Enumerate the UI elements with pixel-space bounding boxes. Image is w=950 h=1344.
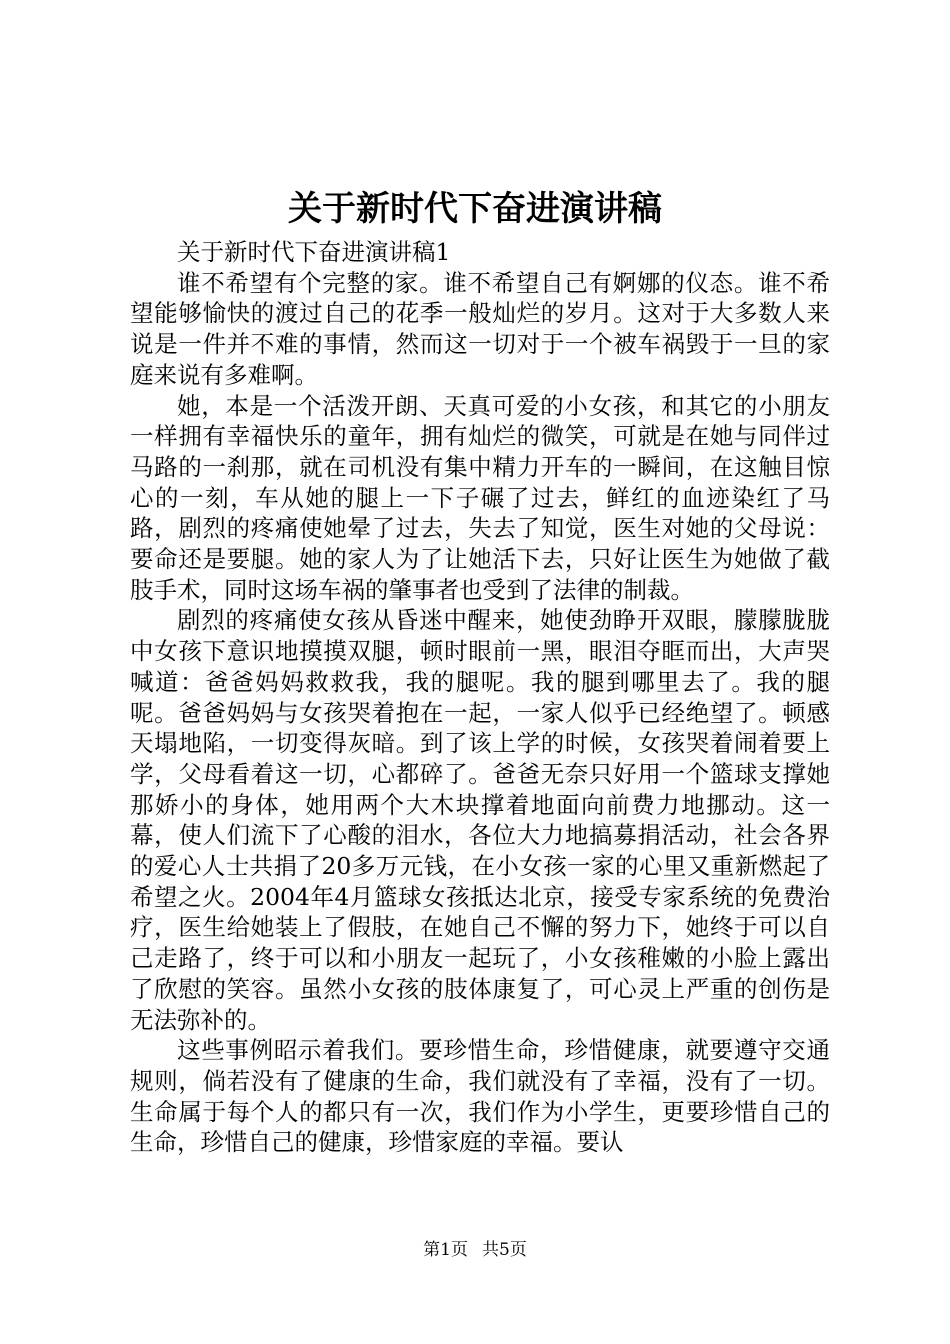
document-title: 关于新时代下奋进演讲稿 — [288, 189, 662, 229]
page-total: 共5页 — [482, 1240, 527, 1260]
section-heading: 关于新时代下奋进演讲稿1 — [177, 238, 451, 266]
paragraph-4: 这些事例昭示着我们。要珍惜生命，珍惜健康，就要遵守交通规则，倘若没有了健康的生命，我们就没有了幸福，没有了一切。生命属于每个人的都只有一次，我们作为小学生，更要珍惜自己的生命，珍惜自己的健康，珍惜家庭的幸福。要认 — [130, 1036, 830, 1157]
document-body — [130, 237, 830, 1158]
paragraph-2: 她，本是一个活泼开朗、天真可爱的小女孩，和其它的小朋友一样拥有幸福快乐的童年，拥有灿烂的微笑，可就是在她与同伴过马路的一刹那，就在司机没有集中精力开车的一瞬间，在这触目惊心的一刻，车从她的腿上一下子碾了过去，鲜红的血迹染红了马路，剧烈的疼痛使她晕了过去，失去了知觉，医生对她的父母说：要命还是要腿。她的家人为了让她活下去，只好让医生为她做了截肢手术，同时这场车祸的肇事者也受到了法律的制裁。 — [130, 391, 830, 604]
paragraph-1: 谁不希望有个完整的家。谁不希望自己有婀娜的仪态。谁不希望能够愉快的渡过自己的花季一般灿烂的岁月。这对于大多数人来说是一件并不难的事情，然而这一切对于一个被车祸毁于一旦的家庭来说有多难啊。 — [130, 268, 830, 389]
paragraph-3: 剧烈的疼痛使女孩从昏迷中醒来，她使劲睁开双眼，朦朦胧胧中女孩下意识地摸摸双腿，顿时眼前一黑，眼泪夺眶而出，大声哭喊道：爸爸妈妈救救我，我的腿呢。我的腿到哪里去了。我的腿呢。爸爸妈妈与女孩哭着抱在一起，一家人似乎已经绝望了。顿感天塌地陷，一切变得灰暗。到了该上学的时候，女孩哭着闹着要上学，父母看着这一切，心都碎了。爸爸无奈只好用一个篮球支撑她那娇小的身体，她用两个大木块撑着地面向前费力地挪动。这一幕，使人们流下了心酸的泪水，各位大力地搞募捐活动，社会各界的爱心人士共捐了20多万元钱，在小女孩一家的心里又重新燃起了希望之火。2004年4月篮球女孩抵达北京，接受专家系统的免费治疗，医生给她装上了假肢，在她自己不懈的努力下，她终于可以自己走路了，终于可以和小朋友一起玩了，小女孩稚嫩的小脸上露出了欣慰的笑容。虽然小女孩的肢体康复了，可心灵上严重的创伤是无法弥补的。 — [130, 606, 830, 1034]
page-number: 第1页 — [423, 1240, 468, 1260]
page-footer — [0, 1238, 950, 1262]
